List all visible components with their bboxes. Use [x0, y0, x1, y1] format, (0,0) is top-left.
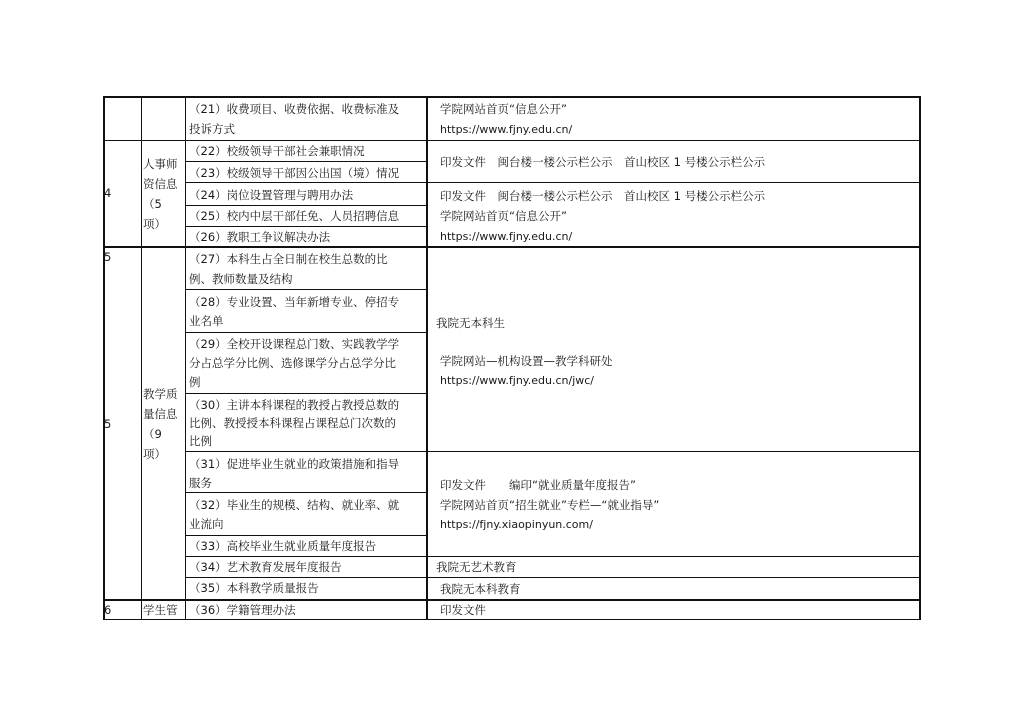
- category-5-line-1: 教学质: [143, 387, 178, 401]
- item-22: （22）校级领导干部社会兼职情况: [189, 144, 365, 158]
- r5-desc-b-2: 学院网站首页“招生就业”专栏—“就业指导”: [440, 498, 660, 512]
- table-border-right: [919, 96, 921, 620]
- cell-divider: [186, 577, 921, 578]
- cell-divider: [186, 393, 426, 394]
- item-34: （34）艺术教育发展年度报告: [189, 560, 342, 574]
- r6-desc: 印发文件: [440, 603, 486, 617]
- column-divider: [185, 96, 186, 620]
- column-divider: [141, 96, 142, 620]
- item-24: （24）岗位设置管理与聘用办法: [189, 188, 354, 202]
- item-28-line-2: 业名单: [189, 314, 224, 328]
- cell-divider: [186, 332, 426, 333]
- item-30-line-2: 比例、教授授本科课程占课程总门次数的: [189, 416, 396, 430]
- r0-desc-1: 学院网站首页“信息公开”: [440, 102, 567, 116]
- r5-desc-a-2: 学院网站—机构设置—教学科研处: [440, 354, 613, 368]
- item-28-line-1: （28）专业设置、当年新增专业、停招专: [189, 295, 400, 309]
- row-number-5: 5: [104, 417, 112, 431]
- column-divider: [426, 96, 428, 620]
- r5-desc-d: 我院无本科教育: [440, 582, 521, 596]
- r4-desc-b-1: 印发文件 闽台楼一楼公示栏公示 首山校区 1 号楼公示栏公示: [440, 189, 766, 203]
- category-4-line-3: （5: [143, 197, 162, 211]
- r5-desc-c: 我院无艺术教育: [436, 560, 517, 574]
- category-5-line-3: （9: [143, 427, 162, 441]
- r4-desc-b-url[interactable]: https://www.fjny.edu.cn/: [440, 230, 573, 243]
- r4-desc-b-2: 学院网站首页“信息公开”: [440, 209, 567, 223]
- item-23: （23）校级领导干部因公出国（境）情况: [189, 166, 400, 180]
- item-31-line-1: （31）促进毕业生就业的政策措施和指导: [189, 457, 400, 471]
- item-25: （25）校内中层干部任免、人员招聘信息: [189, 209, 400, 223]
- cell-divider: [186, 492, 426, 493]
- cell-divider: [186, 451, 921, 452]
- table-border-top: [103, 96, 921, 98]
- table-border-left: [103, 96, 105, 620]
- row-divider: [103, 246, 921, 248]
- item-21-line-1: （21）收费项目、收费依据、收费标准及: [189, 102, 400, 116]
- item-31-line-2: 服务: [189, 476, 212, 490]
- item-27-line-2: 例、教师数量及结构: [189, 272, 293, 286]
- table-border-bottom: [426, 619, 921, 620]
- category-4-line-4: 项）: [143, 217, 166, 231]
- item-36: （36）学籍管理办法: [189, 603, 296, 617]
- cell-divider: [186, 226, 426, 227]
- cell-divider: [186, 161, 426, 162]
- r4-desc-a: 印发文件 闽台楼一楼公示栏公示 首山校区 1 号楼公示栏公示: [440, 155, 766, 169]
- table-border-bottom: [103, 619, 426, 620]
- item-21-line-2: 投诉方式: [189, 122, 235, 136]
- item-29-line-3: 例: [189, 375, 201, 389]
- item-30-line-1: （30）主讲本科课程的教授占教授总数的: [189, 398, 400, 412]
- item-29-line-1: （29）全校开设课程总门数、实践教学学: [189, 337, 400, 351]
- category-5-line-2: 量信息: [143, 407, 178, 421]
- item-33: （33）高校毕业生就业质量年度报告: [189, 539, 377, 553]
- item-35: （35）本科教学质量报告: [189, 581, 319, 595]
- row-number-5-top: 5: [104, 250, 112, 264]
- r5-desc-a-url[interactable]: https://www.fjny.edu.cn/jwc/: [440, 374, 594, 387]
- item-30-line-3: 比例: [189, 434, 212, 448]
- category-4-line-2: 资信息: [143, 177, 178, 191]
- item-26: （26）教职工争议解决办法: [189, 230, 331, 244]
- row-divider: [103, 140, 921, 141]
- r0-desc-url[interactable]: https://www.fjny.edu.cn/: [440, 123, 573, 136]
- item-27-line-1: （27）本科生占全日制在校生总数的比: [189, 252, 388, 266]
- cell-divider: [186, 182, 921, 183]
- row-number-4: 4: [104, 186, 112, 200]
- r5-desc-b-1: 印发文件 编印“就业质量年度报告”: [440, 478, 636, 492]
- cell-divider: [186, 289, 426, 290]
- category-4-line-1: 人事师: [143, 157, 178, 171]
- cell-divider: [186, 535, 426, 536]
- category-5-line-4: 项）: [143, 447, 166, 461]
- row-number-6: 6: [104, 603, 112, 617]
- r5-desc-b-url[interactable]: https://fjny.xiaopinyun.com/: [440, 518, 593, 531]
- cell-divider: [186, 556, 921, 557]
- item-32-line-2: 业流向: [189, 517, 224, 531]
- row-divider: [103, 599, 921, 601]
- cell-divider: [186, 205, 426, 206]
- item-29-line-2: 分占总学分比例、选修课学分占总学分比: [189, 356, 396, 370]
- r5-desc-a-1: 我院无本科生: [436, 316, 505, 330]
- category-6: 学生管: [143, 603, 178, 617]
- item-32-line-1: （32）毕业生的规模、结构、就业率、就: [189, 498, 400, 512]
